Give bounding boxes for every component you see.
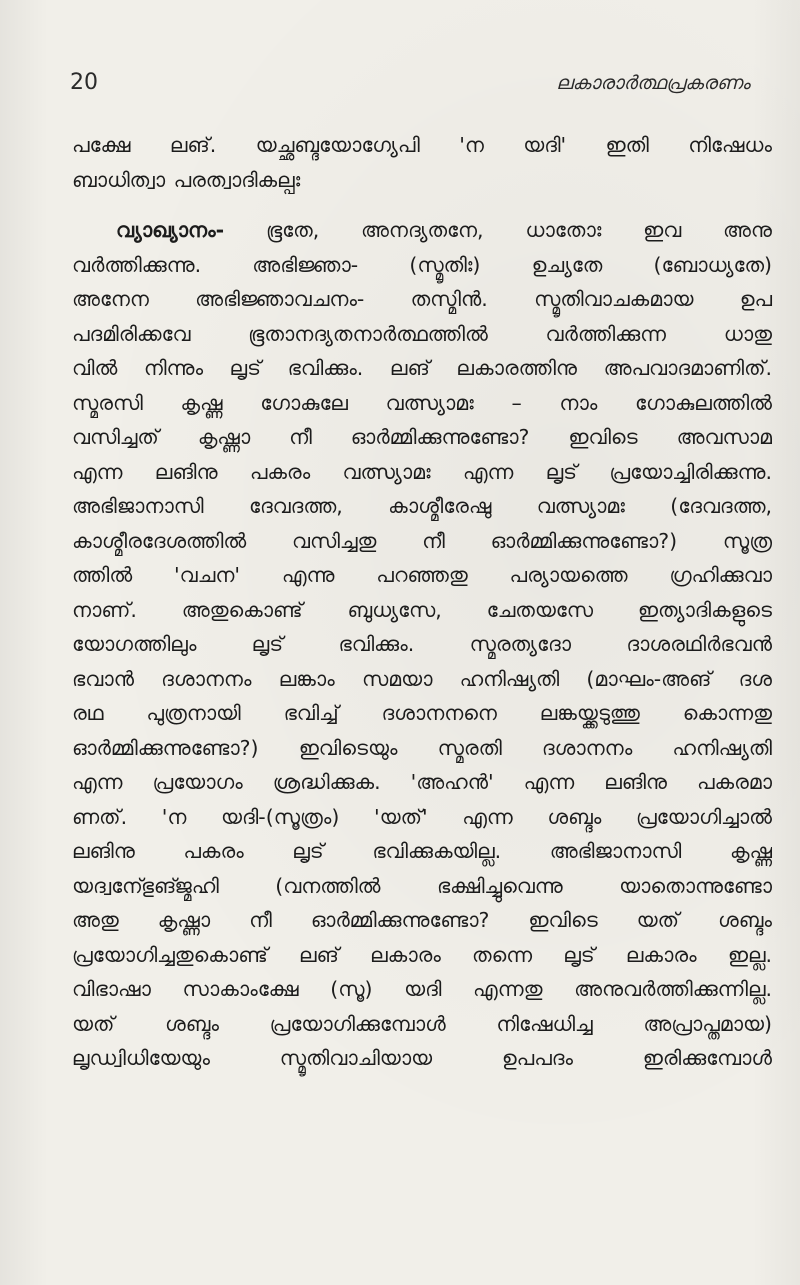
- text-line: പക്ഷേ ലങ്. യച്ഛബ്ദയോഗ്യേപി 'ന യദി' ഇതി നിഷേധം: [72, 133, 772, 157]
- text-line: സ്മരസി കൃഷ്ണ ഗോകുലേ വത്സ്യാമഃ – നാം ഗോകുലത്തിൽ: [72, 390, 772, 415]
- text-line: കാശ്മീരദേശത്തിൽ വസിച്ചതു നീ ഓർമ്മിക്കുന്നുണ്ടോ?) സൂത്ര: [72, 528, 772, 553]
- text-line: ത്തിൽ 'വചന' എന്നു പറഞ്ഞതു പര്യായത്തെ ഗ്രഹിക്കുവാ: [72, 563, 772, 587]
- paragraph-commentary: [72, 213, 772, 1076]
- text-line: എന്ന പ്രയോഗം ശ്രദ്ധിക്കുക. 'അഹൻ' എന്ന ലങിനു പകരമാ: [72, 770, 772, 794]
- text-line: ലൃഡ്വിധിയേയും സ്മൃതിവാചിയായ ഉപപദം ഇരിക്കുമ്പോൾ: [72, 1046, 772, 1070]
- text-line: [72, 213, 772, 248]
- text-line: വിൽ നിന്നും ലൃട് ഭവിക്കും. ലങ് ലകാരത്തിനു അപവാദമാണിത്.: [72, 356, 772, 380]
- text-line: നാണ്. അതുകൊണ്ട് ബുധ്യസേ, ചേതയസേ ഇത്യാദികളുടെ: [72, 597, 772, 622]
- text-line: ണത്. 'ന യദി-(സൂത്രം) 'യത്' എന്ന ശബ്ദം പ്രയോഗിച്ചാൽ: [72, 804, 772, 829]
- text-line: അനേന അഭിജ്ഞാവചനം- തസ്മിൻ. സ്മൃതിവാചകമായ ഉപ: [72, 287, 772, 311]
- text-line: രഥ പുത്രനായി ഭവിച്ച് ദശാനനനെ ലങ്കയ്ക്കടുത്തു കൊന്നതു: [72, 701, 772, 725]
- text-line: യദ്വനേ്ഭുങ്ജ്മഹി (വനത്തിൽ ഭക്ഷിച്ചുവെന്നു യാതൊന്നുണ്ടോ: [72, 873, 772, 898]
- text-line: ഭവാൻ ദശാനനം ലങ്കാം സമയാ ഹനിഷ്യതി (മാഘം-അങ് ദശ: [72, 666, 772, 691]
- text-line: ഓർമ്മിക്കുന്നുണ്ടോ?) ഇവിടെയും സ്മരതി ദശാനനം ഹനിഷ്യതി: [72, 735, 772, 760]
- commentary-heading: വ്യാഖ്യാനം-: [116, 218, 225, 242]
- text-line: യോഗത്തിലും ലൃട് ഭവിക്കും. സ്മരത്യദോ ദാശരഥിർഭവൻ: [72, 632, 772, 656]
- text-line: അതു കൃഷ്ണാ നീ ഓർമ്മിക്കുന്നുണ്ടോ? ഇവിടെ യത് ശബ്ദം: [72, 908, 772, 932]
- paragraph-intro: [72, 128, 772, 197]
- text-fragment: ഭൂതേ, അനദ്യതനേ, ധാതോഃ ഇവ അനു: [224, 218, 772, 242]
- body-text: [72, 128, 772, 1076]
- text-line: യത് ശബ്ദം പ്രയോഗിക്കുമ്പോൾ നിഷേധിച്ച അപ്രാപ്തമായ): [72, 1011, 772, 1036]
- text-line: വിഭാഷാ സാകാംക്ഷേ (സൂ) യദി എന്നതു അനുവർത്തിക്കുന്നില്ല.: [72, 977, 772, 1001]
- page-number: 20: [70, 70, 98, 95]
- text-line: വർത്തിക്കുന്നു. അഭിജ്ഞാ- (സ്മൃതിഃ) ഉച്യതേ (ബോധ്യതേ): [72, 252, 772, 277]
- text-line: ബാധിത്വാ പരത്വാദികല്പഃ: [72, 167, 301, 192]
- text-line: പ്രയോഗിച്ചതുകൊണ്ട് ലങ് ലകാരം തന്നെ ലൃട് ലകാരം ഇല്ല.: [72, 942, 772, 967]
- text-line: ലങിനു പകരം ലൃട് ഭവിക്കുകയില്ല. അഭിജാനാസി കൃഷ്ണ: [72, 839, 772, 863]
- text-line: എന്ന ലങിനു പകരം വത്സ്യാമഃ എന്ന ലൃട് പ്രയോച്ചിരിക്കുന്നു.: [72, 459, 772, 484]
- text-line: അഭിജാനാസി ദേവദത്ത, കാശ്മീരേഷു വത്സ്യാമഃ (ദേവദത്ത,: [72, 494, 772, 518]
- text-line: വസിച്ചത് കൃഷ്ണാ നീ ഓർമ്മിക്കുന്നുണ്ടോ? ഇവിടെ അവസാമ: [72, 425, 772, 449]
- page-header: [70, 66, 750, 106]
- text-line: പദമിരിക്കവേ ഭൂതാനദ്യതനാർത്ഥത്തിൽ വർത്തിക്കുന്ന ധാതു: [72, 321, 772, 346]
- running-head: ലകാരാർത്ഥപ്രകരണം: [556, 72, 750, 94]
